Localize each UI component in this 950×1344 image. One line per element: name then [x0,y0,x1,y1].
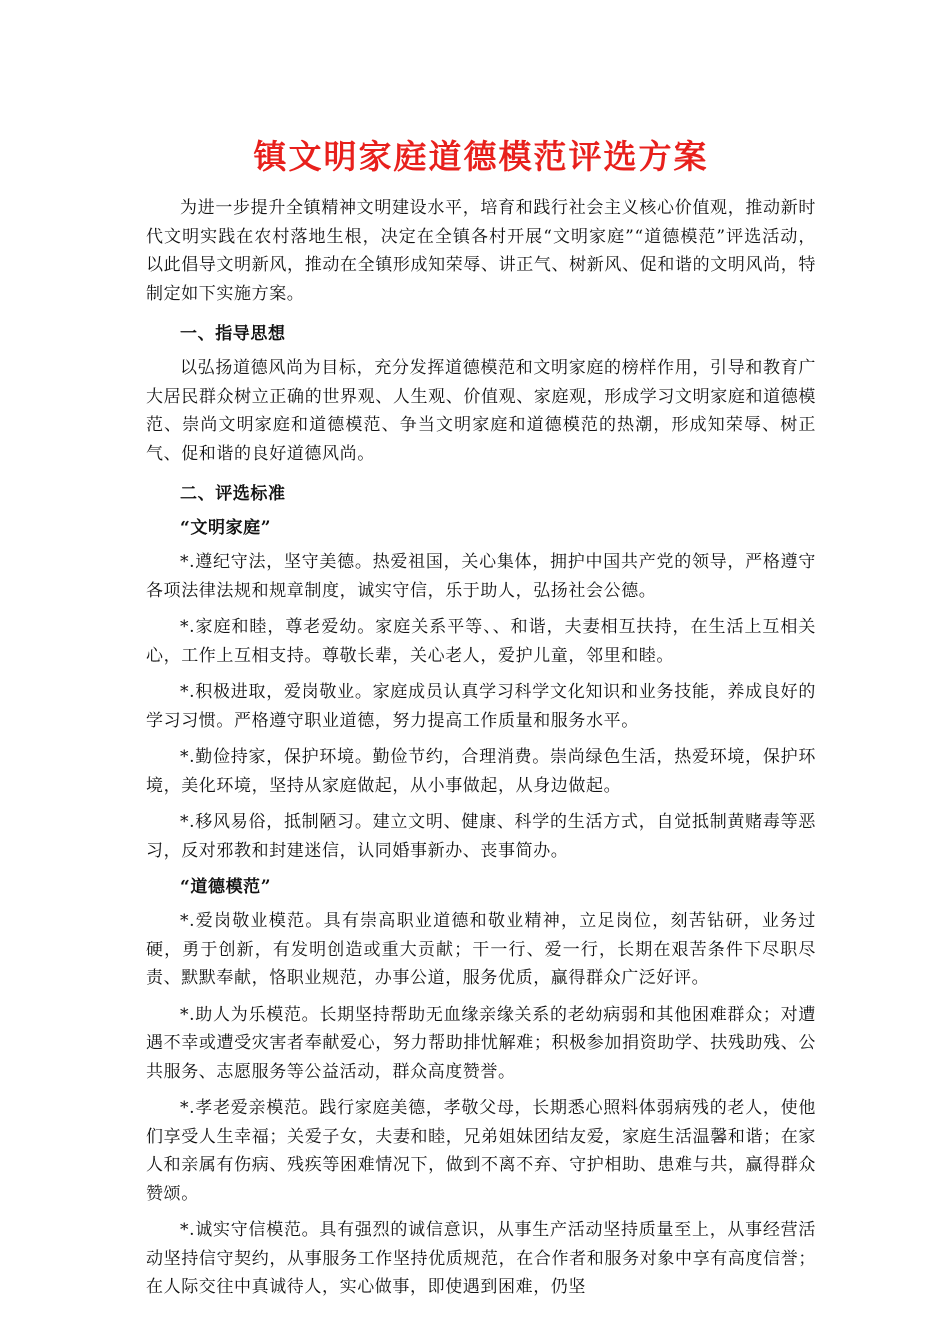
subheading-civilized-family: “文明家庭” [180,518,272,538]
guiding-ideology-paragraph: 以弘扬道德风尚为目标，充分发挥道德模范和文明家庭的榜样作用，引导和教育广大居民群众树立正确的世界观、人生观、价值观、家庭观，形成学习文明家庭和道德模范、崇尚文明家庭和道德模范、争当文明家庭和道德模范的热潮，形成知荣辱、树正气、促和谐的良好道德风尚。 [146,358,816,464]
model-criterion-item: *.爱岗敬业模范。具有崇高职业道德和敬业精神，立足岗位，刻苦钻研，业务过硬，勇于创新，有发明创造或重大贡献；干一行、爱一行，长期在艰苦条件下尽职尽责、默默奉献，恪职业规范，办事公道，服务优质，赢得群众广泛好评。 [146,911,816,988]
family-criterion-item: *.遵纪守法，坚守美德。热爱祖国，关心集体，拥护中国共产党的领导，严格遵守各项法律法规和规章制度，诚实守信，乐于助人，弘扬社会公德。 [146,552,816,601]
model-criterion-item: *.孝老爱亲模范。践行家庭美德，孝敬父母，长期悉心照料体弱病残的老人，使他们享受人生幸福；关爱子女，夫妻和睦，兄弟姐妹团结友爱，家庭生活温馨和谐；在家人和亲属有伤病、残疾等困难情况下，做到不离不弃、守护相助、患难与共，赢得群众赞颂。 [146,1098,816,1204]
family-criterion-item: *.积极进取，爱岗敬业。家庭成员认真学习科学文化知识和业务技能，养成良好的学习习惯。严格遵守职业道德，努力提高工作质量和服务水平。 [146,682,816,731]
family-criterion-item: *.勤俭持家，保护环境。勤俭节约，合理消费。崇尚绿色生活，热爱环境，保护环境，美化环境，坚持从家庭做起，从小事做起，从身边做起。 [146,747,816,796]
model-criterion-item: *.助人为乐模范。长期坚持帮助无血缘亲缘关系的老幼病弱和其他困难群众；对遭遇不幸或遭受灾害者奉献爱心，努力帮助排忧解难；积极参加捐资助学、扶残助残、公共服务、志愿服务等公益活动，群众高度赞誉。 [146,1004,816,1082]
intro-paragraph: 为进一步提升全镇精神文明建设水平，培育和践行社会主义核心价值观，推动新时代文明实践在农村落地生根，决定在全镇各村开展“文明家庭”“道德模范”评选活动，以此倡导文明新风，推动在全镇形成知荣辱、讲正气、树新风、促和谐的文明风尚，特制定如下实施方案。 [146,198,816,304]
subheading-moral-model: “道德模范” [180,877,272,897]
model-criterion-item: *.诚实守信模范。具有强烈的诚信意识，从事生产活动坚持质量至上，从事经营活动坚持信守契约，从事服务工作坚持优质规范，在合作者和服务对象中享有高度信誉；在人际交往中真诚待人，实心做事，即使遇到困难，仍坚 [146,1220,816,1297]
family-criterion-item: *.家庭和睦，尊老爱幼。家庭关系平等、、和谐，夫妻相互扶持，在生活上互相关心，工作上互相支持。尊敬长辈，关心老人，爱护儿童，邻里和睦。 [146,617,816,666]
family-criterion-item: *.移风易俗，抵制陋习。建立文明、健康、科学的生活方式，自觉抵制黄赌毒等恶习，反对邪教和封建迷信，认同婚事新办、丧事简办。 [146,812,816,861]
section-heading-criteria: 二、评选标准 [180,484,286,504]
document-page [146,134,816,1310]
document-title: 镇文明家庭道德模范评选方案 [253,137,709,176]
section-heading-guiding-ideology: 一、指导思想 [180,324,286,344]
